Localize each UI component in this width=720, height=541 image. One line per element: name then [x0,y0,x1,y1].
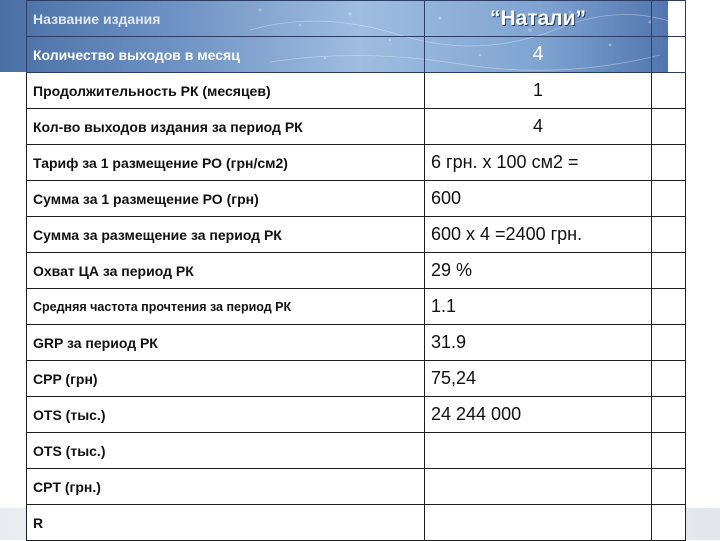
empty-cell [652,145,686,181]
table-row [27,145,686,181]
table-row [27,217,686,253]
row-label: Название издания [27,1,425,37]
empty-cell [652,469,686,505]
table-row [27,73,686,109]
table-row [27,289,686,325]
row-value: 1 [425,73,652,109]
row-label: Тариф за 1 размещение РО (грн/см2) [27,145,425,181]
row-value: “Натали” [425,1,652,37]
table-row [27,469,686,505]
row-label: CPP (грн) [27,361,425,397]
row-value: 6 грн. х 100 см2 = [425,145,652,181]
table-row [27,433,686,469]
row-label: Продолжительность РК (месяцев) [27,73,425,109]
table-row [27,505,686,541]
row-label: Охват ЦА за период РК [27,253,425,289]
table-row [27,361,686,397]
row-value: 24 244 000 [425,397,652,433]
row-value [425,433,652,469]
empty-cell [652,109,686,145]
row-value: 600 [425,181,652,217]
empty-cell [652,1,686,37]
empty-cell [652,361,686,397]
table-row [27,37,686,73]
row-label: OTS (тыс.) [27,397,425,433]
table-row [27,1,686,37]
row-label: Средняя частота прочтения за период РК [27,289,425,325]
row-value: 29 % [425,253,652,289]
row-label: GRP за период РК [27,325,425,361]
empty-cell [652,433,686,469]
row-value: 75,24 [425,361,652,397]
row-label: Сумма за 1 размещение РО (грн) [27,181,425,217]
empty-cell [652,289,686,325]
empty-cell [652,505,686,541]
table-row [27,181,686,217]
row-value [425,505,652,541]
empty-cell [652,325,686,361]
row-label: CPT (грн.) [27,469,425,505]
row-label: Количество выходов в месяц [27,37,425,73]
media-plan-table [26,0,686,541]
row-value [425,469,652,505]
empty-cell [652,253,686,289]
table-row [27,397,686,433]
row-value: 4 [425,109,652,145]
row-label: Сумма за размещение за период РК [27,217,425,253]
row-value: 31.9 [425,325,652,361]
table-row [27,325,686,361]
row-value: 4 [425,37,652,73]
empty-cell [652,37,686,73]
row-label: R [27,505,425,541]
empty-cell [652,397,686,433]
row-label: Кол-во выходов издания за период РК [27,109,425,145]
empty-cell [652,73,686,109]
empty-cell [652,217,686,253]
empty-cell [652,181,686,217]
row-value: 1.1 [425,289,652,325]
table-row [27,109,686,145]
table-row [27,253,686,289]
row-value: 600 х 4 =2400 грн. [425,217,652,253]
row-label: OTS (тыс.) [27,433,425,469]
